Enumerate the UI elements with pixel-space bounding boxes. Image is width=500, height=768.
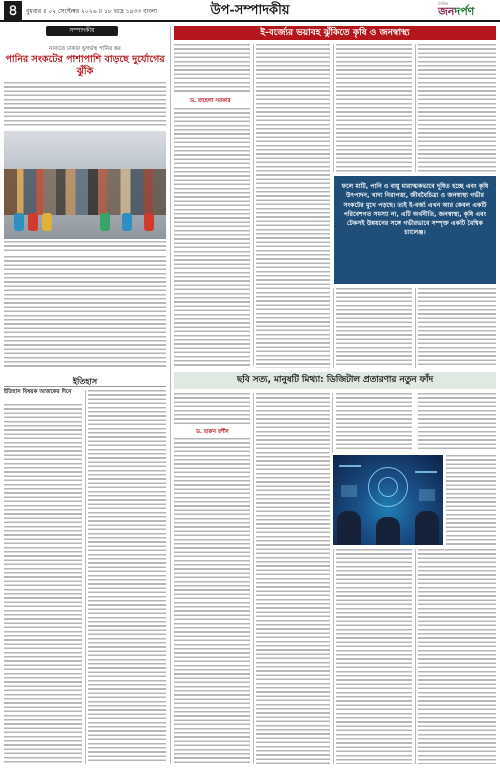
history-title: ইতিহাস <box>4 376 166 387</box>
article-body-text <box>418 44 496 172</box>
column-divider <box>333 288 334 368</box>
logo-wordmark <box>438 5 474 19</box>
digital-fraud-illustration <box>333 455 443 545</box>
history-list-col2 <box>88 390 166 764</box>
article-body-text <box>446 455 496 545</box>
logo-tagline: দৈনিক <box>438 1 449 6</box>
article-body-text <box>336 44 412 172</box>
hologram-ring-icon <box>378 477 398 497</box>
logo-part-1: জন <box>438 5 455 18</box>
article-body-text <box>256 393 330 764</box>
water-jar-icon <box>100 213 110 231</box>
water-jar-icon <box>122 213 132 231</box>
column-divider <box>333 549 334 764</box>
column-divider <box>170 26 171 764</box>
column-divider <box>415 288 416 368</box>
page-number: ৪ <box>4 1 22 20</box>
photo-caption <box>4 241 166 253</box>
column-divider <box>415 44 416 172</box>
page-header <box>0 0 500 22</box>
water-jar-icon <box>42 213 52 231</box>
article-body-text <box>174 438 250 764</box>
editorial-headline[interactable]: পানির সংকটের পাশাপাশি বাড়ছে দুর্যোগের ঝুঁকি <box>5 54 165 77</box>
date-line: বুধবার ॥ ০২ সেপ্টেম্বর ২০২৬ ॥ ১৮ ভাদ্র ১৪৩৩ বাংলা <box>26 8 157 15</box>
article-body-text <box>418 288 496 368</box>
people-queue-image <box>4 169 166 215</box>
water-jar-icon <box>14 213 24 231</box>
column-divider <box>415 549 416 764</box>
newspaper-logo[interactable] <box>436 1 494 20</box>
editorial-body-text <box>4 82 166 128</box>
article-body-text <box>174 44 250 94</box>
section-title: উপ-সম্পাদকীয় <box>210 3 290 18</box>
water-jar-icon <box>144 213 154 231</box>
article-body-text <box>256 44 330 368</box>
pull-quote-box: ফলে মাটি, পানি ও বায়ু মারাত্মকভাবে দূষিত হচ্ছে এবং কৃষি উৎপাদন, খাদ্য নিরাপত্তা, জীববৈচিত্র্য ও জনস্বাস্থ্য গভীর সংকটের মুখে পড়ছে। তাই ই-বর্জ্য এখন আর কেবল একটি পরিবেশগত সমস্যা না, এটি অর্থনীতি, জনস্বাস্থ্য, কৃষি এবং টেকসই উন্নয়নের সঙ্গে গভীরভাবে সম্পৃক্ত একটি বৈশ্বিক চ্যালেঞ্জ। <box>334 176 496 284</box>
article-body-text <box>418 549 496 764</box>
person-silhouette-icon <box>415 511 439 545</box>
hud-panel <box>341 485 357 497</box>
article-body-text <box>336 393 412 451</box>
article-body-text <box>418 393 496 451</box>
history-list-col1 <box>4 404 82 764</box>
person-silhouette-icon <box>376 517 400 545</box>
hud-line <box>339 465 361 467</box>
water-jar-icon <box>28 213 38 231</box>
article-body-text <box>336 288 412 368</box>
article-author: ড. রাহেলা সরকার <box>190 98 231 104</box>
editorial-body-text <box>4 256 166 368</box>
article-author: ড. হারুন রশীদ <box>196 429 229 435</box>
column-divider <box>85 390 86 764</box>
hud-line <box>415 471 437 473</box>
logo-part-2: দর্পণ <box>454 5 475 18</box>
article-title-ewaste[interactable]: ই-বর্জ্যের ভয়াবহ ঝুঁকিতে কৃষি ও জনস্বাস্থ্য <box>174 26 496 40</box>
history-subtitle: ইতিহাস বিষয়ক আজকের দিনে <box>4 389 72 395</box>
article-title-fraud[interactable]: ছবি সত্য, মানুষটি মিথ্যা: ডিজিটাল প্রতারণার নতুন ফাঁদ <box>236 375 434 385</box>
article-body-text <box>174 108 250 368</box>
column-divider <box>332 393 333 453</box>
column-divider <box>253 44 254 366</box>
column-divider <box>253 393 254 764</box>
article-body-text <box>174 393 250 425</box>
article-body-text <box>336 549 412 764</box>
editorial-label: সম্পাদকীয় <box>46 26 118 36</box>
editorial-photo <box>4 131 166 239</box>
person-silhouette-icon <box>337 511 361 545</box>
hud-panel <box>419 489 435 501</box>
column-divider <box>333 44 334 172</box>
editorial-kicker: নাব্যতে ঢাকার ভূগর্ভস্থ পানির স্তর <box>49 46 121 52</box>
